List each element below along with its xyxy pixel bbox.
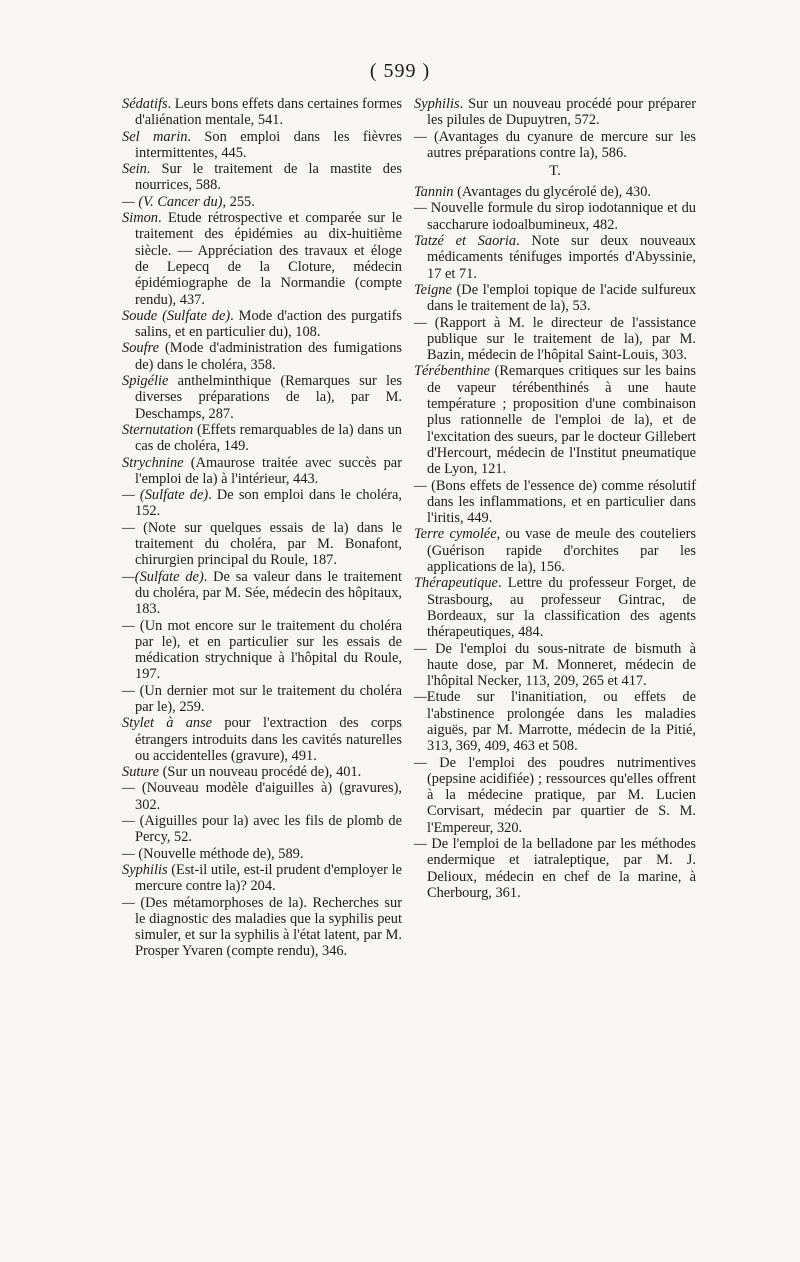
- index-entry: [122, 683, 402, 716]
- entry-text: (Mode d'administration des fumigations de) dans le choléra, 358.: [135, 340, 402, 373]
- entry-heading: —: [122, 845, 135, 862]
- entry-text: , ou vase de meule des couteliers (Guérison rapide d'orchites par les applications de la), 156.: [427, 526, 696, 576]
- section-letter: T.: [549, 163, 561, 180]
- entry-text: De l'emploi des poudres nutrimentives (pepsine acidifiée) ; ressources qu'elles offrent à la médecine pratique, par M. Lucien Corvisart, médecin par quartier de S. M. l'Empereur, 320.: [426, 754, 696, 836]
- entry-heading: Strychnine: [122, 454, 184, 471]
- entry-heading: Suture: [122, 764, 160, 781]
- right-column: [414, 96, 696, 901]
- entry-heading: —: [414, 314, 427, 331]
- entry-text: De l'emploi de la belladone par les méthodes endermique et iatraleptique, par M. J. Delioux, médecin en chef de la marine, à Cherbourg, 361.: [426, 836, 696, 901]
- entry-heading: —: [414, 128, 427, 145]
- entry-text: . Lettre du professeur Forget, de Strasbourg, au professeur Gintrac, de Bordeaux, sur la classification des agents thérapeutiques, 484.: [427, 575, 696, 641]
- index-entry: [414, 96, 696, 129]
- entry-text: (Effets remarquables de la) dans un cas de choléra, 149.: [135, 421, 402, 455]
- index-entry: [122, 780, 402, 813]
- entry-text: (Sur un nouveau procédé de), 401.: [159, 764, 362, 781]
- index-entry: [122, 210, 402, 308]
- entry-heading: —: [122, 813, 135, 830]
- entry-text: . De sa valeur dans le traitement du choléra, par M. Sée, médecin des hôpitaux, 183.: [135, 568, 403, 618]
- entry-heading: Syphilis: [414, 96, 460, 112]
- entry-text: (Un dernier mot sur le traitement du choléra par le), 259.: [134, 682, 402, 715]
- index-entry: [122, 569, 402, 618]
- index-entry: [122, 161, 402, 194]
- index-entry: [414, 689, 696, 754]
- index-entry: [414, 363, 696, 477]
- index-entry: [122, 520, 402, 569]
- index-entry: [414, 315, 696, 364]
- index-entry: [414, 233, 696, 282]
- index-entry: [122, 129, 402, 162]
- entry-heading: Terre cymolée: [414, 526, 497, 543]
- entry-heading: —: [414, 200, 427, 217]
- entry-text: (Avantages du cyanure de mercure sur les autres préparations contre la), 586.: [426, 128, 696, 161]
- entry-heading: —: [122, 682, 135, 699]
- entry-heading: Tatzé et Saoria: [414, 233, 517, 250]
- entry-heading: —: [122, 894, 135, 911]
- entry-heading: —: [122, 519, 135, 536]
- entry-heading: — (V. Cancer du): [122, 193, 223, 210]
- entry-text: (Bons effets de l'essence de) comme résolutif dans les inflammations, et en particulier dans l'iritis, 449.: [426, 477, 696, 527]
- entry-heading: —: [414, 640, 427, 657]
- index-entry: [414, 755, 696, 836]
- entry-text: anthelminthique (Remarques sur les diverses préparations de la), par M. Deschamps, 287.: [135, 373, 402, 422]
- entry-heading: Soufre: [122, 340, 160, 357]
- entry-heading: Sel marin: [122, 128, 188, 145]
- entry-text: . Mode d'action des purgatifs salins, et en particulier du), 108.: [135, 307, 402, 341]
- index-entry: [414, 526, 696, 575]
- entry-text: (Des métamorphoses de la). Recherches sur le diagnostic des maladies que la syphilis peut simuler, et sur la syphilis à l'état latent, par M. Prosper Yvaren (compte rendu), 346.: [134, 894, 402, 960]
- entry-heading: Sein: [122, 161, 147, 178]
- entry-heading: Teigne: [414, 281, 452, 298]
- entry-text: (Avantages du glycérolé de), 430.: [453, 184, 652, 201]
- index-entry: [122, 455, 402, 488]
- entry-text: (Nouveau modèle d'aiguilles à) (gravures), 302.: [134, 780, 402, 813]
- index-entry: [122, 96, 402, 129]
- entry-heading: Soude (Sulfate de): [122, 307, 231, 324]
- entry-text: (Un mot encore sur le traitement du choléra par le), et en particulier sur les essais de médication strychnique à l'hôpital du Roule, 197.: [134, 617, 402, 683]
- entry-text: De l'emploi du sous-nitrate de bismuth à haute dose, par M. Monneret, médecin de l'hôpital Necker, 113, 209, 265 et 417.: [426, 640, 696, 690]
- index-entry: [122, 487, 402, 520]
- entry-text: pour l'extraction des corps étrangers introduits dans les cavités naturelles ou accidentelles (gravure), 491.: [135, 715, 403, 764]
- entry-text: (Rapport à M. le directeur de l'assistance publique sur le traitement de la), par M. Bazin, médecin de l'hôpital Saint-Louis, 303.: [426, 314, 696, 364]
- entry-text: . Sur un nouveau procédé pour préparer les pilules de Dupuytren, 572.: [427, 96, 696, 129]
- index-entry: [122, 308, 402, 341]
- index-entry: [414, 478, 696, 527]
- entry-heading: —: [414, 754, 427, 771]
- entry-text: (Est-il utile, est-il prudent d'employer le mercure contre la)? 204.: [135, 861, 402, 895]
- index-entry: [122, 764, 402, 780]
- index-entry: [122, 813, 402, 846]
- index-entry: [122, 340, 402, 373]
- right-column-top: [414, 96, 696, 161]
- index-entry: [122, 194, 402, 210]
- index-entry: [414, 200, 696, 233]
- entry-text: . De son emploi dans le choléra, 152.: [135, 487, 402, 520]
- index-entry: [414, 184, 696, 200]
- entry-text: (Amaurose traitée avec succès par l'emploi de la) à l'intérieur, 443.: [135, 454, 402, 487]
- entry-text: . Sur le traitement de la mastite des nourrices, 588.: [135, 161, 402, 194]
- index-entry: [122, 895, 402, 960]
- entry-heading: —: [414, 836, 427, 853]
- entry-heading: Sédatifs: [122, 96, 168, 112]
- entry-heading: — (Sulfate de): [122, 487, 209, 504]
- index-entry: [122, 373, 402, 422]
- index-entry: [414, 129, 696, 162]
- index-entry: [122, 618, 402, 683]
- entry-heading: —: [414, 689, 427, 706]
- entry-text: (Nouvelle méthode de), 589.: [134, 845, 304, 862]
- entry-text: . Leurs bons effets dans certaines formes d'aliénation mentale, 541.: [135, 96, 402, 129]
- entry-heading: Sternutation: [122, 421, 194, 438]
- entry-text: . Son emploi dans les fièvres intermittentes, 445.: [135, 128, 402, 161]
- entry-heading: Spigélie: [122, 373, 169, 390]
- index-entry: [414, 575, 696, 640]
- entry-heading: Térébenthine: [414, 363, 490, 380]
- entry-heading: —: [122, 780, 135, 797]
- entry-heading: Stylet à anse: [122, 715, 213, 732]
- index-entry: [414, 282, 696, 315]
- index-entry: [414, 836, 696, 901]
- page-number: ( 599 ): [369, 60, 431, 82]
- index-entry: [122, 422, 402, 455]
- entry-heading: Thérapeutique: [414, 575, 498, 592]
- entry-text: (Aiguilles pour la) avec les fils de plomb de Percy, 52.: [134, 813, 402, 846]
- entry-heading: Syphilis: [122, 861, 168, 878]
- entry-text: (De l'emploi topique de l'acide sulfureux dans le traitement de la), 53.: [427, 281, 696, 315]
- left-column: [122, 96, 402, 960]
- entry-text: . Etude rétrospective et comparée sur le traitement des épidémies au dix-huitième siècle. — Appréciation des travaux et éloge de Lepecq de la Cloture, médecin épidémiographe de la Normandie (compte rendu), 437.: [135, 210, 402, 308]
- entry-heading: Simon: [122, 210, 158, 227]
- index-entry: [122, 862, 402, 895]
- entry-text: Etude sur l'inanitiation, ou effets de l'abstinence prolongée dans les maladies aiguës, par M. Marrotte, médecin de la Pitié, 313, 369, 409, 463 et 508.: [426, 689, 696, 755]
- index-entry: [122, 715, 402, 764]
- right-column-bottom: [414, 184, 696, 901]
- entry-text: . Note sur deux nouveaux médicaments ténifuges importés d'Abyssinie, 17 et 71.: [427, 233, 696, 282]
- entry-heading: —: [414, 477, 427, 494]
- entry-text: (Note sur quelques essais de la) dans le traitement du choléra, par M. Bonafont, chirurgien principal du Roule, 187.: [134, 519, 402, 569]
- entry-heading: —(Sulfate de): [122, 568, 204, 585]
- index-entry: [414, 641, 696, 690]
- entry-text: Nouvelle formule du sirop iodotannique et du saccharure iodoalbumineux, 482.: [426, 200, 696, 233]
- entry-text: , 255.: [222, 193, 255, 210]
- entry-text: (Remarques critiques sur les bains de vapeur térébenthinés à une haute température ; proposition d'une combinaison plus rationnelle de l'emploi de la), et de l'excitation des sueurs, par le docteur Gillebert d'Hercourt, médecin de l'Institut pneumatique de Lyon, 121.: [427, 363, 696, 478]
- entry-heading: Tannin: [414, 184, 454, 201]
- entry-heading: —: [122, 617, 135, 634]
- index-entry: [122, 846, 402, 862]
